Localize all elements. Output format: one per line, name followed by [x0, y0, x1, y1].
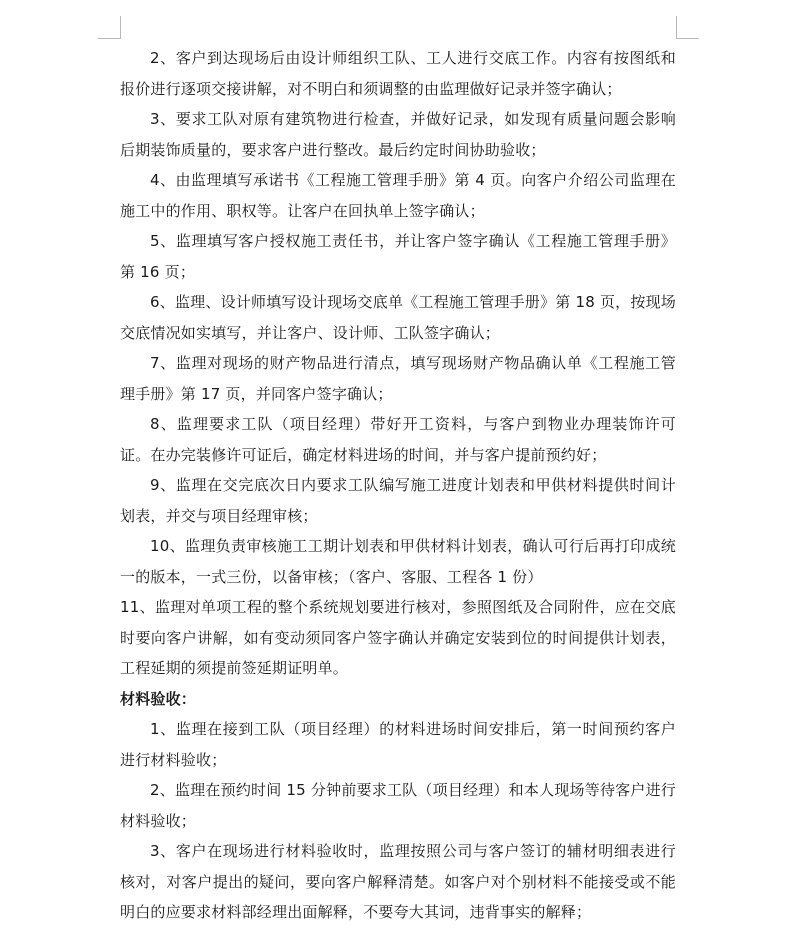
paragraph-item-5: 5、监理填写客户授权施工责任书，并让客户签字确认《工程施工管理手册》第 16 页； — [120, 232, 676, 281]
section-heading-material-acceptance: 材料验收： — [120, 689, 197, 708]
material-paragraph-2: 2、监理在预约时间 15 分钟前要求工队（项目经理）和本人现场等待客户进行材料验收； — [120, 781, 676, 830]
page-corner-mark-top-right — [676, 16, 699, 39]
document-body — [120, 43, 676, 928]
paragraph-item-7: 7、监理对现场的财产物品进行清点，填写现场财产物品确认单《工程施工管理手册》第 17 页，并同客户签字确认； — [120, 354, 676, 403]
paragraph-item-9: 9、监理在交完底次日内要求工队编写施工进度计划表和甲供材料提供时间计划表，并交与项目经理审核； — [120, 476, 676, 525]
paragraph-item-4: 4、由监理填写承诺书《工程施工管理手册》第 4 页。向客户介绍公司监理在施工中的作用、职权等。让客户在回执单上签字确认； — [120, 171, 676, 220]
paragraph-item-3: 3、要求工队对原有建筑物进行检查，并做好记录，如发现有质量问题会影响后期装饰质量的，要求客户进行整改。最后约定时间协助验收； — [120, 110, 676, 159]
material-paragraph-3: 3、客户在现场进行材料验收时，监理按照公司与客户签订的辅材明细表进行核对，对客户提出的疑问，要向客户解释清楚。如客户对个别材料不能接受或不能明白的应要求材料部经理出面解释，不要夸大其词，违背事实的解释； — [120, 842, 676, 921]
paragraph-item-6: 6、监理、设计师填写设计现场交底单《工程施工管理手册》第 18 页，按现场交底情况如实填写，并让客户、设计师、工队签字确认； — [120, 293, 676, 342]
paragraph-item-8: 8、监理要求工队（项目经理）带好开工资料，与客户到物业办理装饰许可证。在办完装修许可证后，确定材料进场的时间，并与客户提前预约好； — [120, 415, 676, 464]
paragraph-item-10: 10、监理负责审核施工工期计划表和甲供材料计划表，确认可行后再打印成统一的版本，一式三份，以备审核；（客户、客服、工程各 1 份） — [120, 537, 676, 586]
material-paragraph-1: 1、监理在接到工队（项目经理）的材料进场时间安排后，第一时间预约客户进行材料验收； — [120, 720, 676, 769]
paragraph-item-2: 2、客户到达现场后由设计师组织工队、工人进行交底工作。内容有按图纸和报价进行逐项交接讲解，对不明白和须调整的由监理做好记录并签字确认； — [120, 49, 676, 98]
page-corner-mark-top-left — [98, 16, 121, 39]
paragraph-item-11: 11、监理对单项工程的整个系统规划要进行核对，参照图纸及合同附件，应在交底时要向客户讲解，如有变动须同客户签字确认并确定安装到位的时间提供计划表，工程延期的须提前签延期证明单。 — [120, 598, 676, 677]
